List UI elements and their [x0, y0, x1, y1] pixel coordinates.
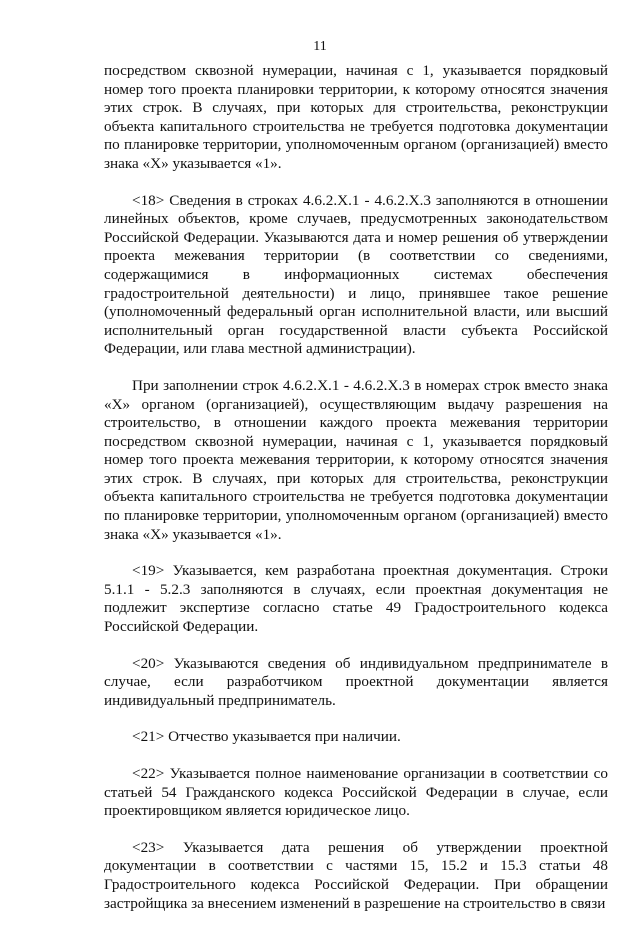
document-body	[104, 62, 608, 931]
footnote-20: <20> Указываются сведения об индивидуальном предпринимателе в случае, если разработчиком проектной документации является индивидуальный предприниматель.	[104, 654, 608, 709]
footnote-18: <18> Сведения в строках 4.6.2.X.1 - 4.6.2.X.3 заполняются в отношении линейных объектов, кроме случаев, предусмотренных законодательством Российской Федерации. Указываются дата и номер решения об утверждении проекта межевания территории (в соответствии со сведениями, содержащимися в информационных системах обеспечения градостроительной деятельности) и лицо, принявшее такое решение (уполномоченный федеральный орган исполнительной власти, или высший исполнительный орган государственной власти субъекта Российской Федерации, или глава местной администрации).	[104, 191, 608, 358]
footnote-19: <19> Указывается, кем разработана проектная документация. Строки 5.1.1 - 5.2.3 заполняются в случаях, если проектная документация не подлежит экспертизе согласно статье 49 Градостроительного кодекса Российской Федерации.	[104, 562, 608, 636]
footnote-22: <22> Указывается полное наименование организации в соответствии со статьей 54 Гражданского кодекса Российской Федерации в случае, если проектировщиком является юридическое лицо.	[104, 765, 608, 820]
footnote-23: <23> Указывается дата решения об утверждении проектной документации в соответствии с частями 15, 15.2 и 15.3 статьи 48 Градостроительного кодекса Российской Федерации. При обращении застройщика за внесением изменений в разрешение на строительство в связи	[104, 838, 608, 912]
page-number: 11	[313, 39, 327, 54]
paragraph-continuation: посредством сквозной нумерации, начиная с 1, указывается порядковый номер того проекта планировки территории, к которому относятся значения этих строк. В случаях, при которых для строительства, реконструкции объекта капитального строительства не требуется подготовка документации по планировке территории, уполномоченным органом (организацией) вместо знака «X» указывается «1».	[104, 62, 608, 172]
paragraph-filling-rows: При заполнении строк 4.6.2.X.1 - 4.6.2.X.3 в номерах строк вместо знака «X» органом (организацией), осуществляющим выдачу разрешения на строительство, в отношении каждого проекта межевания территории посредством сквозной нумерации, начиная с 1, указывается порядковый номер того проекта межевания территории, к которому относятся значения этих строк. В случаях, при которых для строительства, реконструкции объекта капитального строительства не требуется подготовка документации по планировке территории, уполномоченным органом (организацией) вместо знака «X» указывается «1».	[104, 376, 608, 543]
footnote-21: <21> Отчество указывается при наличии.	[132, 728, 401, 746]
